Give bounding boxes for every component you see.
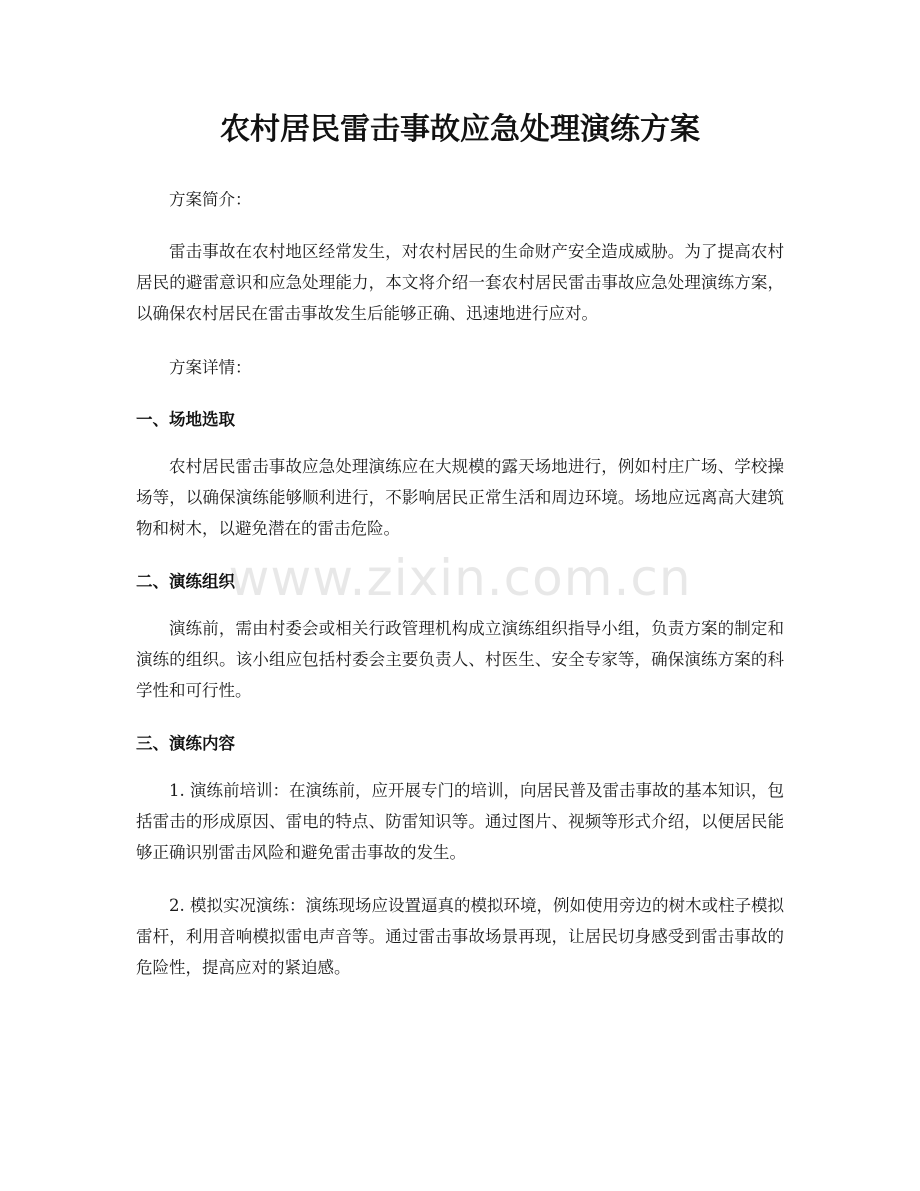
section-organization	[136, 566, 784, 706]
section-paragraph: 演练前，需由村委会或相关行政管理机构成立演练组织指导小组，负责方案的制定和演练的组织。该小组应包括村委会主要负责人、村医生、安全专家等，确保演练方案的科学性和可行性。	[136, 619, 784, 700]
watermark: www.zixin.com.cn	[228, 549, 692, 607]
section-paragraph: 农村居民雷击事故应急处理演练应在大规模的露天场地进行，例如村庄广场、学校操场等，以确保演练能够顺利进行，不影响居民正常生活和周边环境。场地应远离高大建筑物和树木，以避免潜在的雷击危险。	[136, 457, 784, 538]
list-item-training: 1. 演练前培训：在演练前，应开展专门的培训，向居民普及雷击事故的基本知识，包括雷击的形成原因、雷电的特点、防雷知识等。通过图片、视频等形式介绍，以便居民能够正确识别雷击风险和避免雷击事故的发生。	[136, 781, 784, 862]
section-heading: 三、演练内容	[136, 734, 235, 753]
list-item-simulation: 2. 模拟实况演练：演练现场应设置逼真的模拟环境，例如使用旁边的树木或柱子模拟雷杆，利用音响模拟雷电声音等。通过雷击事故场景再现，让居民切身感受到雷击事故的危险性，提高应对的紧迫感。	[136, 896, 784, 977]
document-title: 农村居民雷击事故应急处理演练方案	[220, 112, 700, 147]
section-content	[136, 728, 784, 983]
intro-label: 方案简介：	[169, 190, 252, 209]
section-heading: 二、演练组织	[136, 572, 235, 591]
intro-paragraph: 雷击事故在农村地区经常发生，对农村居民的生命财产安全造成威胁。为了提高农村居民的避雷意识和应急处理能力，本文将介绍一套农村居民雷击事故应急处理演练方案，以确保农村居民在雷击事故发生后能够正确、迅速地进行应对。	[136, 242, 784, 323]
details-label: 方案详情：	[169, 358, 252, 377]
document-body	[136, 184, 784, 1005]
section-site-selection	[136, 404, 784, 544]
section-heading: 一、场地选取	[136, 410, 235, 429]
